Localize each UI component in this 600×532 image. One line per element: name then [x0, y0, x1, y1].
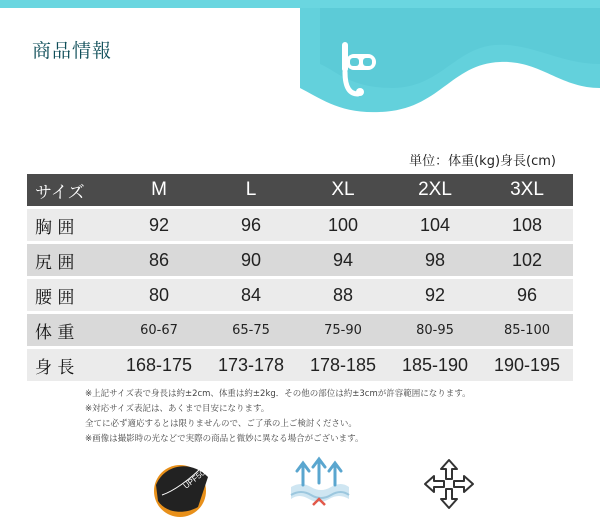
unit-label: 単位：体重(kg)身長(cm)	[409, 154, 556, 169]
table-cell: 85-100	[503, 322, 551, 338]
table-cell: 100	[327, 214, 359, 235]
size-l: L	[245, 179, 257, 200]
table-cell: 88	[332, 284, 354, 305]
table-cell: 96	[240, 214, 262, 235]
row-label: 胸 囲	[35, 217, 75, 238]
table-cell: 178-185	[309, 354, 377, 375]
table-cell: 92	[148, 214, 170, 235]
size-xl: XL	[331, 179, 355, 200]
note-line: ※上記サイズ表で身長は約±2cm、体重は約±2kg．その他の部位は約±3cmが許容範囲になります。	[85, 389, 471, 399]
four-way-stretch-icon	[422, 457, 476, 511]
table-cell: 80-95	[416, 322, 454, 338]
note-line: ※対応サイズ表記は、あくまで目安になります。	[85, 404, 270, 414]
table-cell: 190-195	[493, 354, 561, 375]
row-label: 腰 囲	[35, 287, 75, 308]
table-cell: 92	[424, 284, 446, 305]
size-2xl: 2XL	[418, 179, 452, 200]
table-cell: 94	[332, 249, 354, 270]
table-cell: 98	[424, 249, 446, 270]
upf-badge-text: UPF50+	[181, 465, 211, 491]
table-cell: 96	[516, 284, 538, 305]
table-cell: 104	[419, 214, 451, 235]
table-row	[27, 279, 573, 311]
row-label: 尻 囲	[35, 252, 75, 273]
table-row	[27, 349, 573, 381]
table-row	[27, 244, 573, 276]
table-cell: 80	[148, 284, 170, 305]
row-label: 身 長	[35, 357, 75, 378]
title-underline	[32, 62, 258, 65]
size-notes	[85, 387, 471, 447]
note-line: 全てに必ず適応するとは限りませんので、ご了承の上ご検討ください。	[85, 419, 357, 429]
table-cell: 84	[240, 284, 262, 305]
table-cell: 60-67	[140, 322, 178, 338]
table-cell: 75-90	[324, 322, 362, 338]
table-cell: 65-75	[232, 322, 270, 338]
table-header-row	[27, 174, 573, 206]
upf50-sun-protection-icon	[150, 455, 214, 519]
page-subtitle: PRODUCT INFORMATION	[130, 44, 245, 54]
table-row	[27, 209, 573, 241]
diving-mask-snorkel-icon	[328, 40, 380, 100]
size-3xl: 3XL	[510, 179, 544, 200]
breathable-fabric-icon	[283, 455, 355, 511]
table-cell: 102	[511, 249, 543, 270]
size-table	[27, 174, 573, 384]
table-cell: 86	[148, 249, 170, 270]
table-cell: 185-190	[401, 354, 469, 375]
size-header-label: サイズ	[35, 182, 85, 203]
page-title: 商品情報	[32, 40, 113, 62]
note-line: ※画像は撮影時の光などで実際の商品と微妙に異なる場合がございます。	[85, 434, 364, 444]
table-cell: 90	[240, 249, 262, 270]
size-m: M	[151, 179, 167, 200]
row-label: 体 重	[35, 322, 75, 343]
table-cell: 173-178	[217, 354, 285, 375]
table-row	[27, 314, 573, 346]
table-cell: 108	[511, 214, 543, 235]
table-cell: 168-175	[125, 354, 193, 375]
